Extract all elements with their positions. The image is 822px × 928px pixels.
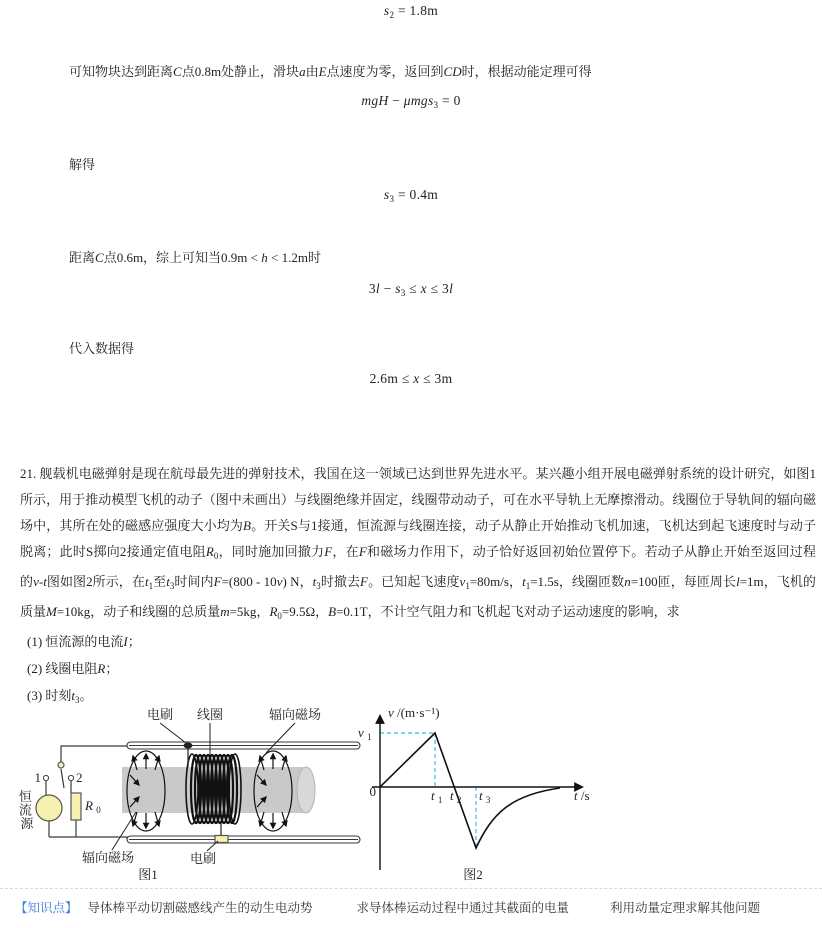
v1-label: v $_1$ bbox=[358, 725, 372, 742]
knowledge-points-row bbox=[15, 898, 815, 916]
t1-label: t $_1$ bbox=[431, 788, 443, 805]
terminal-2-label: 2 bbox=[76, 770, 83, 785]
figure2-vt-graph bbox=[352, 702, 602, 888]
knowledge-item-1: 导体棒平动切割磁感线产生的动生电动势 bbox=[87, 901, 313, 915]
brush-bottom-label: 电刷 bbox=[189, 851, 217, 866]
solution-paragraph-2: 距离C点0.6m，综上可知当0.9m < h < 1.2m时 bbox=[69, 250, 321, 265]
coil-label: 线圈 bbox=[196, 707, 224, 722]
dashed-guides bbox=[380, 733, 476, 848]
formula-energy-theorem: mgH − μmgs$_3$ = 0 bbox=[361, 93, 461, 110]
question-3: (3) 时刻$t_3$。 bbox=[27, 688, 93, 705]
figure2-caption: 图2 bbox=[463, 867, 483, 882]
brush-top-label: 电刷 bbox=[146, 707, 174, 722]
knowledge-tag: 【知识点】 bbox=[15, 901, 78, 915]
t2-label: t $_2$ bbox=[450, 788, 462, 805]
constant-current-source-symbol bbox=[36, 795, 62, 821]
source-label: 恒 流 源 bbox=[18, 789, 34, 831]
resistor-r0-label: R $_0$ bbox=[85, 798, 101, 815]
y-axis-label: v /(m·s⁻¹) bbox=[388, 705, 440, 720]
t3-label: t $_3$ bbox=[479, 788, 491, 805]
solution-paragraph-1: 可知物块达到距离C点0.8m处静止，滑块a由E点速度为零，返回到CD时，根据动能定理可得 bbox=[69, 64, 592, 79]
x-axis-label: t /s bbox=[574, 788, 590, 803]
problem-21-text: 21. 舰载机电磁弹射是现在航母最先进的弹射技术，我国在这一领域已达到世界先进水平。某兴趣小组开展电磁弹射系统的设计研究，如图1所示，用于推动模型飞机的动子（图中未画出）与线圈绝缘并固定，线圈带动动子，可在水平导轨上无摩擦滑动。线圈位于导轨间的辐向磁场中，其所在处的磁感应强度大小均为B。开关S与1接通，恒流源与线圈连接，动子从静止开始推动飞机加速，飞机达到起飞速度时与动子脱离；此时S掷向2接通定值电阻$R_0$，同时施加回撤力F，在F和磁场力作用下，动子恰好返回初始位置停下。若动子从静止开始至返回过程的v-t图如图2所示，在$t_1$至$t_3$时间内F=(800 - 10v) N，$t_3$时撤去F。已知起飞速度$v_1=80m/s$，$t_1=1.5s$，线圈匝数n=100匝，每匝周长l=1m，飞机的质量M=10kg，动子和线圈的总质量m=5kg，$R_0=9.5\Omega$，B=0.1T，不计空气阻力和飞机起飞对动子运动速度的影响，求 bbox=[20, 466, 816, 621]
solve-label: 解得 bbox=[69, 157, 96, 172]
formula-s2: $s_2 = 1.8m$ bbox=[383, 3, 439, 20]
question-2: (2) 线圈电阻R； bbox=[27, 661, 119, 676]
coil bbox=[186, 754, 241, 824]
formula-range-l: $3l - s_3 \le x \le 3l$ bbox=[368, 281, 454, 298]
formula-range-x: 2.6m ≤ x ≤ 3m bbox=[369, 371, 453, 386]
brush-bottom bbox=[215, 823, 228, 843]
terminal-1-label: 1 bbox=[34, 770, 41, 785]
resistor-r0-symbol bbox=[71, 793, 81, 820]
formula-s3: $s_3 = 0.4m$ bbox=[383, 187, 439, 204]
terminal-2-contact bbox=[68, 775, 73, 780]
substitute-label: 代入数据得 bbox=[69, 341, 135, 356]
radial-field-bottom-label: 辐向磁场 bbox=[81, 850, 135, 865]
switch-pivot bbox=[58, 762, 64, 768]
radial-field-top-label: 辐向磁场 bbox=[268, 707, 322, 722]
figure1-caption: 图1 bbox=[138, 867, 158, 882]
origin-label: 0 bbox=[369, 784, 376, 799]
dashed-divider bbox=[0, 888, 822, 889]
question-1: (1) 恒流源的电流I； bbox=[27, 634, 141, 649]
knowledge-item-2: 求导体棒运动过程中通过其截面的电量 bbox=[356, 901, 570, 915]
velocity-curve bbox=[380, 733, 560, 848]
knowledge-item-3: 利用动量定理求解其他问题 bbox=[610, 901, 761, 915]
circuit-wires bbox=[46, 746, 127, 839]
terminal-1-contact bbox=[43, 775, 48, 780]
figure1-apparatus-diagram bbox=[8, 700, 364, 888]
